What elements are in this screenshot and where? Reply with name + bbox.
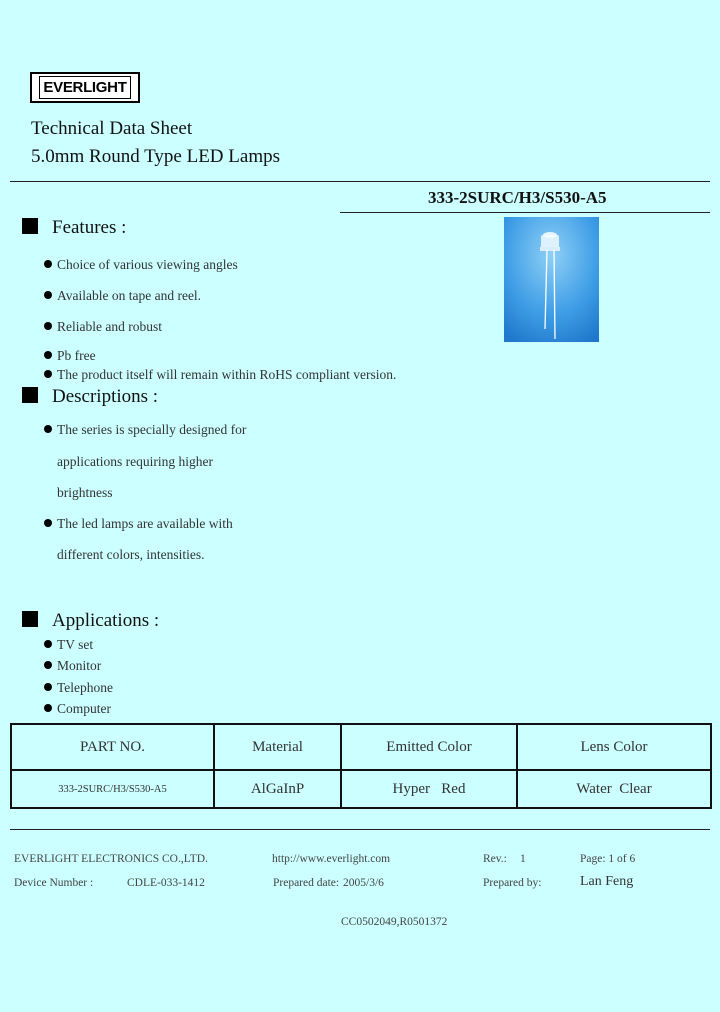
footer-divider <box>10 829 710 830</box>
header-divider <box>10 181 710 182</box>
footer-website: http://www.everlight.com <box>272 853 391 865</box>
application-item: Monitor <box>44 658 101 674</box>
footer-rev-label: Rev.: <box>483 853 507 865</box>
description-item: The series is specially designed for <box>44 422 246 438</box>
footer-page: Page: 1 of 6 <box>580 853 636 865</box>
description-line: brightness <box>57 485 113 500</box>
application-item: Computer <box>44 701 111 717</box>
spec-table <box>10 723 712 809</box>
applications-heading: Applications : <box>22 610 159 632</box>
section-square-icon <box>22 611 38 627</box>
description-item: The led lamps are available with <box>44 516 233 532</box>
footer-prepared-by-label: Prepared by: <box>483 877 542 889</box>
bullet-icon <box>44 370 52 378</box>
bullet-icon <box>44 683 52 691</box>
footer-prepared-date-label: Prepared date: <box>273 877 340 889</box>
application-item: Telephone <box>44 680 113 696</box>
feature-item: Choice of various viewing angles <box>44 257 238 273</box>
section-square-icon <box>22 218 38 234</box>
bullet-icon <box>44 704 52 712</box>
bullet-icon <box>44 519 52 527</box>
led-lamp-photo <box>504 217 599 342</box>
table-header-cell: Emitted Color <box>341 724 517 770</box>
table-row <box>11 770 711 808</box>
footer-company: EVERLIGHT ELECTRONICS CO.,LTD. <box>14 853 208 865</box>
bullet-icon <box>44 291 52 299</box>
part-number-underline <box>340 212 710 213</box>
table-header-cell: PART NO. <box>11 724 214 770</box>
doc-subtitle: 5.0mm Round Type LED Lamps <box>31 146 280 167</box>
footer-doc-code: CC0502049,R0501372 <box>341 916 448 928</box>
bullet-icon <box>44 351 52 359</box>
table-header-cell: Material <box>214 724 341 770</box>
footer-device-label: Device Number : <box>14 877 94 889</box>
table-cell: 333-2SURC/H3/S530-A5 <box>11 770 214 808</box>
feature-item: Reliable and robust <box>44 319 162 335</box>
bullet-icon <box>44 260 52 268</box>
application-item: TV set <box>44 637 93 653</box>
bullet-icon <box>44 322 52 330</box>
description-line: applications requiring higher <box>57 454 213 469</box>
everlight-logo <box>30 72 140 103</box>
table-cell: Water Clear <box>517 770 711 808</box>
bullet-icon <box>44 425 52 433</box>
table-header-cell: Lens Color <box>517 724 711 770</box>
table-cell: AlGaInP <box>214 770 341 808</box>
features-heading: Features : <box>22 217 126 239</box>
doc-title: Technical Data Sheet <box>31 118 193 139</box>
part-number-title: 333-2SURC/H3/S530-A5 <box>428 188 607 207</box>
bullet-icon <box>44 661 52 669</box>
section-square-icon <box>22 387 38 403</box>
logo-text: EVERLIGHT <box>39 76 130 99</box>
feature-item: The product itself will remain within RoHS compliant version. <box>44 367 396 383</box>
descriptions-heading: Descriptions : <box>22 386 158 408</box>
footer-device-value: CDLE-033-1412 <box>127 877 205 889</box>
feature-item: Pb free <box>44 348 96 364</box>
table-cell: Hyper Red <box>341 770 517 808</box>
footer-prepared-by-value: Lan Feng <box>580 874 634 889</box>
footer-rev-value: 1 <box>520 853 526 865</box>
description-line: different colors, intensities. <box>57 547 205 562</box>
footer-prepared-date-value: 2005/3/6 <box>343 877 384 889</box>
bullet-icon <box>44 640 52 648</box>
table-header-row <box>11 724 711 770</box>
feature-item: Available on tape and reel. <box>44 288 201 304</box>
